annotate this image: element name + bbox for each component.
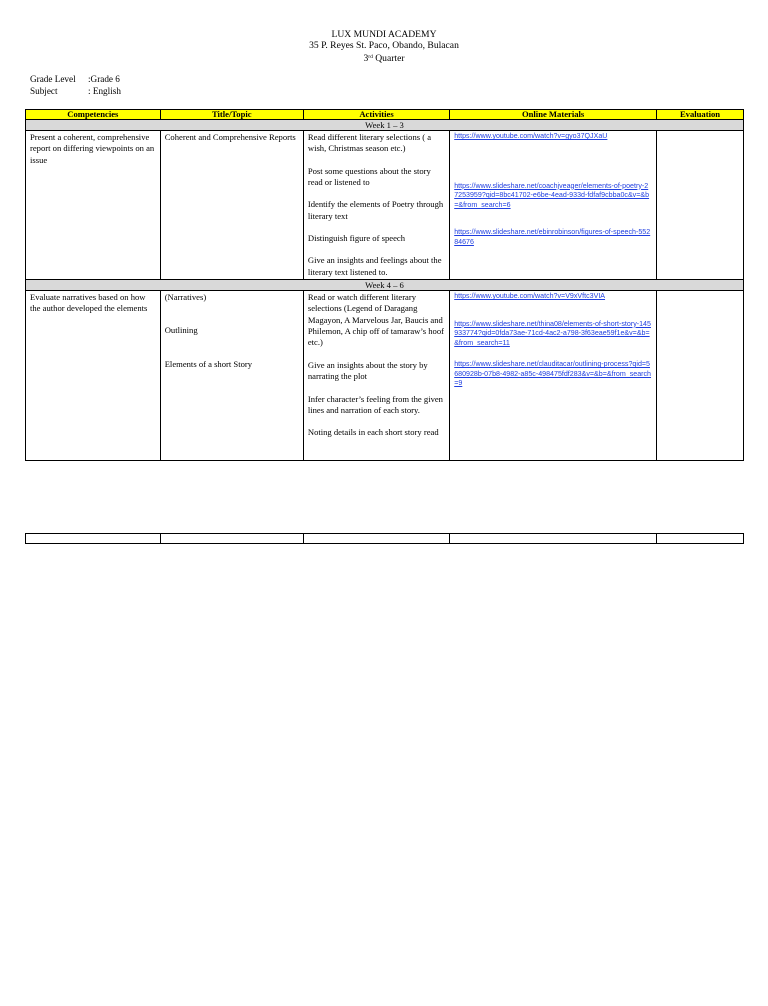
school-name: LUX MUNDI ACADEMY — [331, 29, 437, 40]
week-label: Week 1 – 3 — [26, 120, 744, 131]
competency-cell: Evaluate narratives based on how the author developed the elements — [26, 291, 161, 461]
topic-text: Outlining — [164, 325, 198, 336]
material-link[interactable]: https://www.slideshare.net/ebinrobinson/figures-of-speech-55284676 — [454, 228, 651, 246]
blank-cell — [160, 534, 303, 544]
material-link[interactable]: https://www.slideshare.net/coachjveager/elements-of-poetry-27253959?qid=8bc41702-e6be-4ead-933d-fdfaf9cbba0c&v=&b=&from_search=6 — [454, 181, 650, 209]
blank-row — [26, 534, 744, 544]
activity-text: Noting details in each short story read — [307, 427, 439, 438]
activities-cell — [303, 131, 449, 280]
topic-cell — [160, 291, 303, 461]
grade-level-label: Grade Level — [30, 74, 76, 84]
table-row — [26, 131, 744, 280]
topic-text: (Narratives) — [164, 292, 207, 303]
activity-text: Infer character’s feeling from the given lines and narration of each story. — [307, 393, 443, 415]
evaluation-cell — [657, 291, 744, 461]
table-row — [26, 291, 744, 461]
subject-row — [30, 86, 121, 97]
topic-text: Elements of a short Story — [164, 358, 253, 369]
activity-text: Distinguish figure of speech — [307, 233, 405, 244]
material-link[interactable]: https://www.slideshare.net/thina08/elements-of-short-story-145933774?qid=0fda73ae-71cd-4ac2-a798-3f63eae59f1e&v=&b=&from_search=11 — [454, 319, 651, 347]
materials-cell — [450, 131, 657, 280]
subject-label: Subject — [30, 86, 58, 96]
blank-cell — [26, 534, 161, 544]
activity-text: Give an insights and feelings about the literary text listened to. — [307, 255, 442, 277]
quarter-suffix: rd — [368, 54, 373, 60]
material-link[interactable]: https://www.slideshare.net/clauditacar/outlining-process?qid=5680928b-07b8-4982-a85c-498475fdf283&v=&b=&from_search=9 — [454, 360, 652, 388]
header-online-materials: Online Materials — [450, 110, 657, 120]
material-link[interactable]: https://www.youtube.com/watch?v=gyo37QJXaU — [454, 132, 608, 140]
topic-text: Coherent and Comprehensive Reports — [164, 132, 296, 142]
week-label: Week 4 – 6 — [26, 280, 744, 291]
competency-cell: Present a coherent, comprehensive report on differing viewpoints on an issue — [26, 131, 161, 280]
table-header-row — [26, 110, 744, 120]
grade-level-row — [30, 74, 120, 85]
header-title-topic: Title/Topic — [160, 110, 303, 120]
blank-table — [25, 533, 744, 544]
materials-cell — [450, 291, 657, 461]
grade-level-value: :Grade 6 — [88, 74, 120, 84]
curriculum-table — [25, 109, 744, 461]
header-competencies: Competencies — [26, 110, 161, 120]
activity-text: Identify the elements of Poetry through literary text — [307, 199, 444, 221]
quarter-number: 3 — [363, 53, 369, 64]
material-link[interactable]: https://www.youtube.com/watch?v=V9xVftc3VIA — [454, 292, 606, 301]
topic-cell — [160, 131, 303, 280]
quarter-label: Quarter — [375, 53, 405, 64]
header-evaluation: Evaluation — [657, 110, 744, 120]
evaluation-cell — [657, 131, 744, 280]
week-row — [26, 280, 744, 291]
blank-cell — [657, 534, 744, 544]
school-address: 35 P. Reyes St. Paco, Obando, Bulacan — [309, 40, 459, 51]
blank-cell — [450, 534, 657, 544]
activity-text: Read or watch different literary selections (Legend of Daragang Magayon, A Marvelous Jar, Baucis and Philemon, A chip off of tamaraw’s hoof etc.) — [307, 292, 444, 348]
blank-cell — [303, 534, 449, 544]
activity-text: Give an insights about the story by narrating the plot — [307, 359, 428, 382]
header-activities: Activities — [303, 110, 449, 120]
activity-text: Post some questions about the story read or listened to — [307, 165, 431, 188]
week-row — [26, 120, 744, 131]
quarter-line — [0, 52, 768, 64]
subject-value: : English — [88, 86, 121, 96]
activities-cell — [303, 291, 449, 461]
activity-text: Read different literary selections ( a wish, Christmas season etc.) — [307, 132, 432, 154]
